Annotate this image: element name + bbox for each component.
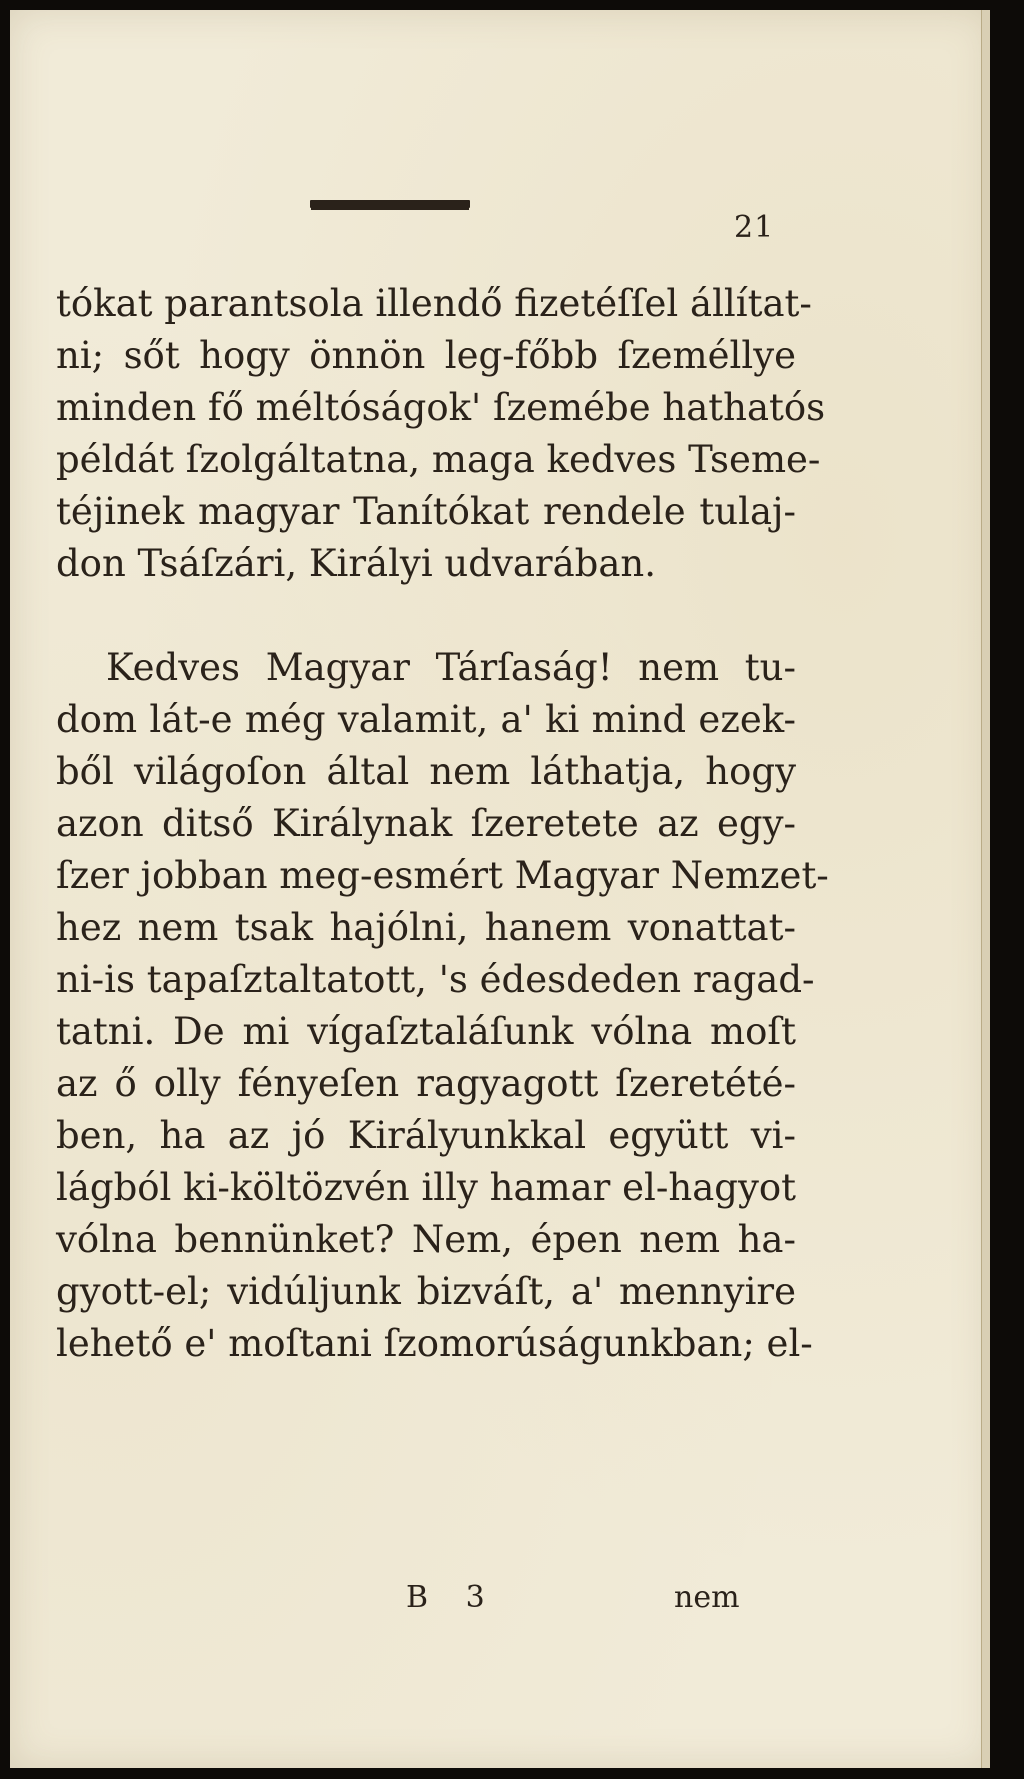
text-line: don Tsáſzári, Királyi udvarában.: [56, 542, 656, 585]
text-line: lehető e' moſtani ſzomorúságunkban; el-: [56, 1322, 813, 1365]
page-footer: [10, 1580, 990, 1640]
text-line: az ő olly fényeſen ragyagott ſzeretété-: [56, 1062, 796, 1105]
paragraph-gap: [56, 590, 796, 642]
book-page: [10, 10, 990, 1768]
text-line: azon ditső Királynak ſzeretete az egy-: [56, 802, 796, 845]
text-line: tatni. De mi vígaſztaláſunk vólna moſt: [56, 1010, 796, 1053]
text-line: hez nem tsak hajólni, hanem vonattat-: [56, 906, 796, 949]
header-rule: [310, 200, 470, 208]
text-line: lágból ki-költözvén illy hamar el-hagyot: [56, 1166, 796, 1209]
text-line: téjinek magyar Tanítókat rendele tulaj-: [56, 490, 796, 533]
text-line: minden fő méltóságok' ſzemébe hathatós: [56, 386, 826, 429]
page-number: 21: [734, 210, 775, 245]
text-line: tókat parantsola illendő fizetéſſel állítat-: [56, 282, 812, 325]
text-line: példát ſzolgáltatna, maga kedves Tseme-: [56, 438, 821, 481]
signature-mark: B 3: [406, 1580, 499, 1615]
text-line: ni-is tapaſztaltatott, 's édesdeden ragad-: [56, 958, 815, 1001]
body-text: [56, 278, 829, 1370]
catchword: nem: [674, 1580, 740, 1615]
text-line: gyott-el; vidúljunk bizváſt, a' mennyire: [56, 1270, 796, 1313]
text-line: dom lát-e még valamit, a' ki mind ezek-: [56, 698, 796, 741]
text-line: vólna bennünket? Nem, épen nem ha-: [56, 1218, 796, 1261]
text-line: ben, ha az jó Királyunkkal együtt vi-: [56, 1114, 796, 1157]
text-line: Kedves Magyar Tárſaság! nem tu-: [106, 646, 796, 689]
page-edge: [981, 10, 990, 1768]
text-line: ni; sőt hogy önnön leg-főbb ſzeméllye: [56, 334, 796, 377]
text-line: ſzer jobban meg-esmért Magyar Nemzet-: [56, 854, 829, 897]
text-line: ből világoſon által nem láthatja, hogy: [56, 750, 796, 793]
